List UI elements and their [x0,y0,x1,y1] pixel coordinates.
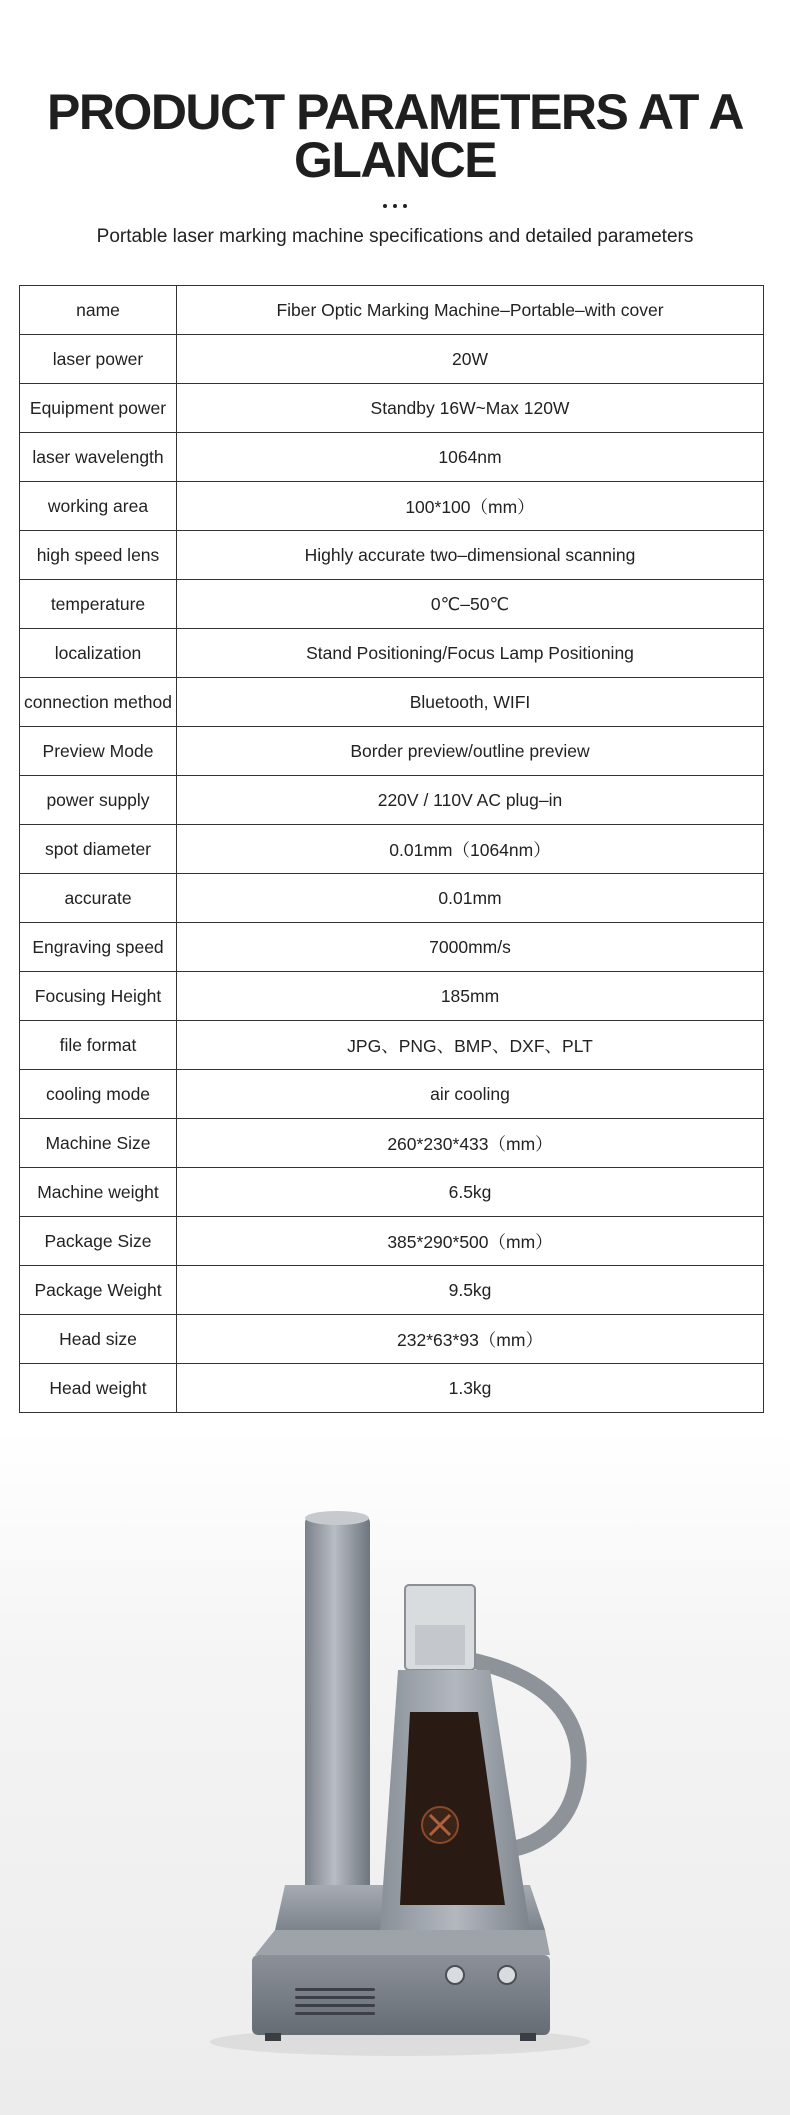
spec-row [20,1315,764,1364]
spec-label: spot diameter [20,825,177,874]
spec-label: cooling mode [20,1070,177,1119]
spec-row [20,1168,764,1217]
spec-table-body [20,286,764,1413]
spec-label: Preview Mode [20,727,177,776]
spec-value: 6.5kg [177,1168,764,1217]
spec-label: Head weight [20,1364,177,1413]
spec-label: connection method [20,678,177,727]
spec-value: 0.01mm（1064nm） [177,825,764,874]
spec-label: laser wavelength [20,433,177,482]
spec-row [20,1364,764,1413]
spec-row [20,972,764,1021]
spec-row [20,1021,764,1070]
spec-value: Highly accurate two–dimensional scanning [177,531,764,580]
spec-label: working area [20,482,177,531]
spec-label: Machine Size [20,1119,177,1168]
title-divider-dots [0,196,790,210]
spec-value: Border preview/outline preview [177,727,764,776]
spec-label: name [20,286,177,335]
spec-label: localization [20,629,177,678]
spec-row [20,531,764,580]
spec-row [20,482,764,531]
spec-value: 1.3kg [177,1364,764,1413]
spec-row [20,1266,764,1315]
spec-label: Package Weight [20,1266,177,1315]
product-photo [0,1430,790,2115]
spec-row [20,1070,764,1119]
spec-row [20,825,764,874]
spec-row [20,1217,764,1266]
spec-value: 260*230*433（mm） [177,1119,764,1168]
page-subtitle: Portable laser marking machine specifications and detailed parameters [96,226,694,247]
spec-row [20,286,764,335]
spec-value: 0℃–50℃ [177,580,764,629]
spec-label: Head size [20,1315,177,1364]
spec-label: Focusing Height [20,972,177,1021]
spec-value: 9.5kg [177,1266,764,1315]
spec-label: file format [20,1021,177,1070]
spec-value: 220V / 110V AC plug–in [177,776,764,825]
page-title-line-2: GLANCE [293,132,497,188]
spec-row [20,923,764,972]
spec-row [20,678,764,727]
spec-value: 185mm [177,972,764,1021]
spec-value: Stand Positioning/Focus Lamp Positioning [177,629,764,678]
spec-row [20,629,764,678]
spec-row [20,727,764,776]
spec-label: laser power [20,335,177,384]
spec-row [20,433,764,482]
spec-label: power supply [20,776,177,825]
spec-value: 7000mm/s [177,923,764,972]
spec-value: 100*100（mm） [177,482,764,531]
spec-label: Equipment power [20,384,177,433]
spec-value: 385*290*500（mm） [177,1217,764,1266]
laser-marking-machine-image [0,1430,790,2115]
spec-value: JPG、PNG、BMP、DXF、PLT [177,1021,764,1070]
spec-row [20,776,764,825]
spec-value: Bluetooth, WIFI [177,678,764,727]
page-title [0,84,790,188]
spec-value: Fiber Optic Marking Machine–Portable–with cover [177,286,764,335]
spec-label: high speed lens [20,531,177,580]
spec-label: accurate [20,874,177,923]
spec-value: 232*63*93（mm） [177,1315,764,1364]
spec-label: temperature [20,580,177,629]
spec-row [20,335,764,384]
spec-row [20,384,764,433]
spec-table [19,285,764,1413]
page-title-line-1: PRODUCT PARAMETERS AT A [46,84,744,140]
spec-value: 1064nm [177,433,764,482]
spec-row [20,580,764,629]
spec-label: Engraving speed [20,923,177,972]
spec-label: Package Size [20,1217,177,1266]
spec-label: Machine weight [20,1168,177,1217]
spec-row [20,874,764,923]
spec-value: air cooling [177,1070,764,1119]
spec-value: 0.01mm [177,874,764,923]
spec-row [20,1119,764,1168]
spec-value: 20W [177,335,764,384]
spec-value: Standby 16W~Max 120W [177,384,764,433]
